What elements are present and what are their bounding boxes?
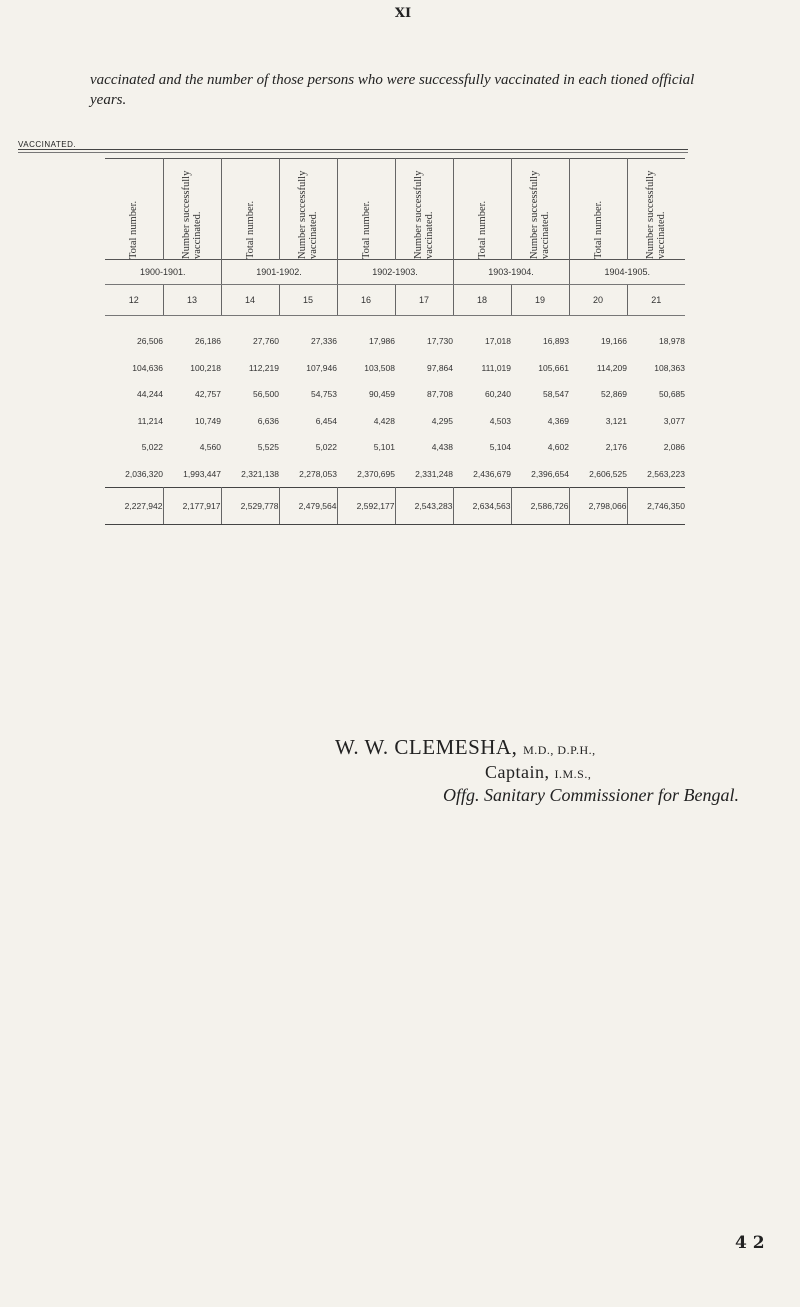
table-cell: 5,525 <box>257 442 279 453</box>
table-cell: 4,369 <box>547 415 569 426</box>
column-header-row <box>105 159 685 260</box>
signatory-name <box>335 735 755 760</box>
total-cell: 2,798,066 <box>569 488 627 525</box>
table-cell: 5,104 <box>489 442 511 453</box>
table-cell: 5,101 <box>373 442 395 453</box>
table-cell: 58,547 <box>543 389 569 400</box>
table-cell: 56,500 <box>253 389 279 400</box>
total-cell: 2,592,177 <box>337 488 395 525</box>
table-cell: 17,730 <box>427 336 453 347</box>
column-number: 20 <box>569 285 627 316</box>
table-cell: 2,036,320 <box>125 468 163 479</box>
column-number: 12 <box>105 285 163 316</box>
column-number: 13 <box>163 285 221 316</box>
table-cell: 42,757 <box>195 389 221 400</box>
table-row <box>105 461 685 488</box>
table-row <box>105 316 685 355</box>
table-cell: 107,946 <box>306 362 337 373</box>
column-header: Total number. <box>105 159 163 260</box>
column-number-row <box>105 285 685 316</box>
table-cell: 18,978 <box>659 336 685 347</box>
table-row <box>105 408 685 435</box>
totals-row <box>105 488 685 525</box>
signatory-service: I.M.S., <box>554 767 592 781</box>
column-number: 16 <box>337 285 395 316</box>
total-cell: 2,746,350 <box>627 488 685 525</box>
table-cell: 4,428 <box>373 415 395 426</box>
table-cell: 100,218 <box>190 362 221 373</box>
table-row <box>105 381 685 408</box>
table-cell: 4,438 <box>431 442 453 453</box>
table-cell: 11,214 <box>137 415 163 426</box>
table-cell: 105,661 <box>538 362 569 373</box>
table-cell: 27,760 <box>253 336 279 347</box>
table-cell: 26,506 <box>137 336 163 347</box>
table-cell: 4,295 <box>431 415 453 426</box>
total-cell: 2,479,564 <box>279 488 337 525</box>
total-cell: 2,586,726 <box>511 488 569 525</box>
column-number: 17 <box>395 285 453 316</box>
table-row <box>105 355 685 382</box>
table-cell: 2,321,138 <box>241 468 279 479</box>
year-label: 1901-1902. <box>221 260 337 285</box>
table-cell: 10,749 <box>195 415 221 426</box>
signatory-name-text: W. W. CLEMESHA, <box>335 735 518 759</box>
table-cell: 2,563,223 <box>647 468 685 479</box>
table-cell: 44,244 <box>137 389 163 400</box>
table-cell: 27,336 <box>311 336 337 347</box>
table-cell: 19,166 <box>601 336 627 347</box>
table-cell: 108,363 <box>654 362 685 373</box>
table-cell: 87,708 <box>427 389 453 400</box>
signatory-rank <box>485 762 755 783</box>
header-rule <box>18 149 688 153</box>
column-header: Total number. <box>569 159 627 260</box>
table-cell: 60,240 <box>485 389 511 400</box>
year-row <box>105 260 685 285</box>
column-number: 19 <box>511 285 569 316</box>
total-cell: 2,529,778 <box>221 488 279 525</box>
table-cell: 111,019 <box>481 362 511 373</box>
table-cell: 90,459 <box>369 389 395 400</box>
signatory-rank-text: Captain, <box>485 762 550 782</box>
year-label: 1904-1905. <box>569 260 685 285</box>
table-cell: 104,636 <box>132 362 163 373</box>
table-cell: 4,503 <box>489 415 511 426</box>
signatory-degrees: M.D., D.P.H., <box>523 743 596 757</box>
table-cell: 2,176 <box>605 442 627 453</box>
table-cell: 1,993,447 <box>183 468 221 479</box>
table-cell: 6,636 <box>257 415 279 426</box>
table-cell: 26,186 <box>195 336 221 347</box>
table-cell: 3,077 <box>663 415 685 426</box>
table-cell: 4,560 <box>199 442 221 453</box>
table-cell: 2,436,679 <box>473 468 511 479</box>
table-cell: 2,396,654 <box>531 468 569 479</box>
signature-block <box>335 735 755 806</box>
total-cell: 2,543,283 <box>395 488 453 525</box>
table-cell: 2,370,695 <box>357 468 395 479</box>
page-number: XI <box>394 6 412 21</box>
table-cell: 103,508 <box>364 362 395 373</box>
table-cell: 2,278,053 <box>299 468 337 479</box>
total-cell: 2,634,563 <box>453 488 511 525</box>
column-number: 15 <box>279 285 337 316</box>
table-cell: 52,869 <box>601 389 627 400</box>
corner-mark: 4 2 <box>735 1233 765 1253</box>
signatory-office: Offg. Sanitary Commissioner for Bengal. <box>443 785 739 805</box>
table-cell: 2,086 <box>663 442 685 453</box>
column-header: Number successfully vaccinated. <box>627 159 685 260</box>
table-cell: 5,022 <box>315 442 337 453</box>
section-label: VACCINATED. <box>18 140 77 149</box>
year-label: 1903-1904. <box>453 260 569 285</box>
table-cell: 2,331,248 <box>415 468 453 479</box>
column-header: Number successfully vaccinated. <box>279 159 337 260</box>
table-cell: 97,864 <box>427 362 453 373</box>
column-header: Number successfully vaccinated. <box>395 159 453 260</box>
column-number: 14 <box>221 285 279 316</box>
total-cell: 2,177,917 <box>163 488 221 525</box>
table-cell: 17,986 <box>369 336 395 347</box>
table-cell: 2,606,525 <box>589 468 627 479</box>
vaccination-table <box>105 158 685 525</box>
total-cell: 2,227,942 <box>105 488 163 525</box>
column-number: 21 <box>627 285 685 316</box>
table-cell: 6,454 <box>315 415 337 426</box>
column-header: Total number. <box>221 159 279 260</box>
table-cell: 112,219 <box>248 362 279 373</box>
year-label: 1902-1903. <box>337 260 453 285</box>
table-cell: 3,121 <box>605 415 627 426</box>
column-header: Total number. <box>337 159 395 260</box>
table-cell: 50,685 <box>659 389 685 400</box>
intro-text: vaccinated and the number of those persons who were successfully vaccinated in each tioned official years. <box>90 72 695 108</box>
table-cell: 4,602 <box>547 442 569 453</box>
table-cell: 114,209 <box>596 362 627 373</box>
column-number: 18 <box>453 285 511 316</box>
table-row <box>105 434 685 461</box>
table-cell: 17,018 <box>485 336 511 347</box>
table-cell: 5,022 <box>141 442 163 453</box>
column-header: Total number. <box>453 159 511 260</box>
table-cell: 16,893 <box>543 336 569 347</box>
column-header: Number successfully vaccinated. <box>163 159 221 260</box>
table-cell: 54,753 <box>311 389 337 400</box>
year-label: 1900-1901. <box>105 260 221 285</box>
column-header: Number successfully vaccinated. <box>511 159 569 260</box>
